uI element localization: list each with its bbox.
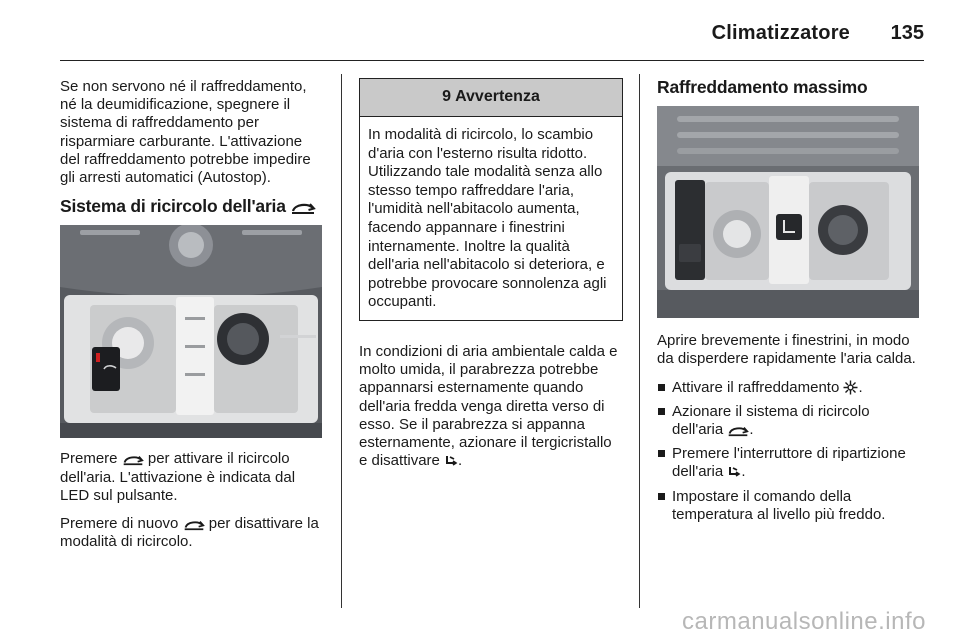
air-distribution-icon [444,454,458,468]
column-divider-2 [639,74,640,608]
page-title: Climatizzatore [711,22,850,44]
heading-text: Sistema di ricircolo dell'aria [60,196,286,217]
bullet-marker [658,493,665,500]
bullet2-pre: Azionare il sistema di ricircolo dell'aria [672,402,870,439]
recirculation-icon [122,454,144,466]
bullet2-post: . [749,421,754,439]
bullet1-pre: Attivare il raffreddamento [672,378,840,396]
recirculation-icon [727,425,749,437]
watermark: carmanualsonline.info [682,608,926,635]
max-cooling-photo [657,106,919,318]
column-left [60,78,326,561]
air-distribution-icon [727,465,741,479]
p1-post: per attivare il ricircolo dell'aria. L'attivazione è indicata dal LED sul pulsante. [60,450,296,504]
warning-title: Avvertenza [455,88,540,106]
warning-header [360,79,622,117]
max-cooling-intro: Aprire brevemente i finestrini, in modo da disperdere rapidamente l'aria calda. [657,332,916,368]
p2-post: per disattivare la modalità di ricircolo. [60,515,319,551]
intro-paragraph: Se non servono né il raffreddamento, né la deumidificazione, spegnere il sistema di raffreddamento per risparmiare carburante. L'attivazione del raffreddamento potrebbe impedire gli arresti automatici (Autostop). [60,78,311,187]
recirculation-icon [290,201,316,215]
p2-pre: Premere di nuovo [60,515,179,533]
warning-body: In modalità di ricircolo, lo scambio d'aria con l'esterno risulta ridotto. Utilizzando tale modalità senza allo stesso tempo raffreddare l'aria, l'umidità nell'abitacolo aumenta, facendo appannare i finestrini internamente. Inoltre la qualità dell'aria nell'abitacolo si deteriora, e potrebbe provocare sonnolenza agli occupanti. [368,126,607,311]
max-cooling-steps [657,379,923,524]
bullet-marker [658,450,665,457]
warning-icon: 9 [442,88,452,106]
fogging-post: . [458,452,463,470]
list-item [657,403,923,439]
recirculation-activate-paragraph [60,450,326,505]
fogging-paragraph [359,343,623,470]
column-right [657,78,923,530]
bullet3-pre: Premere l'interruttore di ripartizione dell'aria [672,445,906,481]
page-header [0,14,960,54]
warning-box [359,78,623,321]
list-item [657,379,923,397]
column-middle [359,78,623,480]
p1-pre: Premere [60,450,118,468]
column-divider-1 [341,74,342,608]
recirculation-icon [183,519,205,531]
bullet4-text: Impostare il comando della temperatura al livello più freddo. [672,487,886,523]
bullet3-post: . [741,463,746,481]
recirculation-photo [60,225,322,438]
snowflake-ac-icon [843,380,858,395]
section-heading-recirculation [60,197,326,215]
header-divider [60,60,924,61]
list-item [657,488,923,524]
page-number: 135 [890,22,924,44]
bullet1-post: . [858,378,863,396]
bullet-marker [658,384,665,391]
fogging-pre: In condizioni di aria ambientale calda e molto umida, il parabrezza potrebbe appannarsi esternamente quando dell'aria fredda venga diretta verso di esso. Se il parabrezza si appanna esternamente, azionare il tergicristallo e disattivare [359,342,618,470]
list-item [657,445,923,481]
section-heading-max-cooling: Raffreddamento massimo [657,77,868,97]
recirculation-deactivate-paragraph [60,515,326,551]
bullet-marker [658,408,665,415]
